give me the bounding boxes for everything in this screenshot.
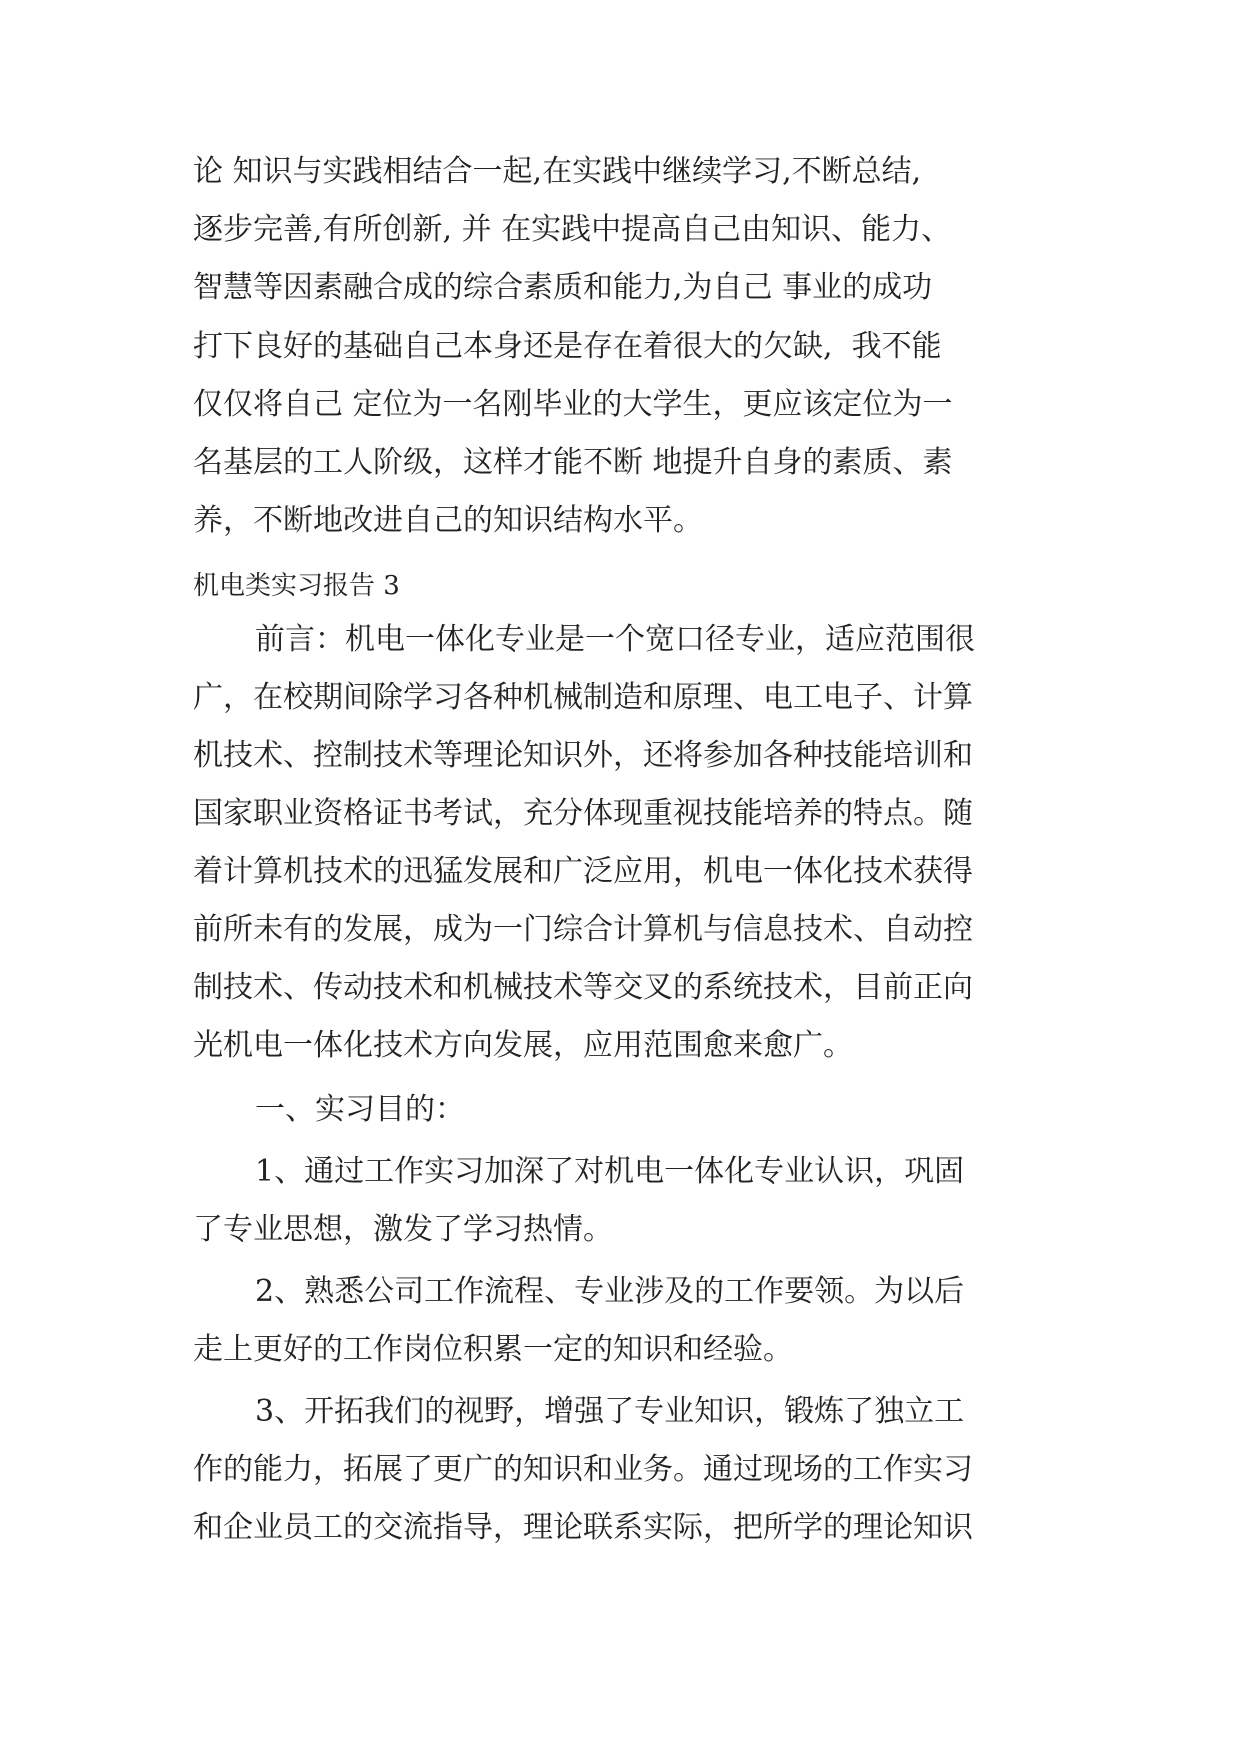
paragraph-line: 制技术、传动技术和机械技术等交叉的系统技术，目前正向 [193, 970, 973, 1005]
paragraph-line: 作的能力，拓展了更广的知识和业务。通过现场的工作实习 [193, 1452, 973, 1487]
paragraph-line: 广，在校期间除学习各种机械制造和原理、电工电子、计算 [193, 680, 973, 715]
paragraph-line: 打下良好的基础自己本身还是存在着很大的欠缺, 我不能 [193, 329, 942, 364]
paragraph-line: 着计算机技术的迅猛发展和广泛应用，机电一体化技术获得 [193, 854, 973, 889]
paragraph-line: 1、通过工作实习加深了对机电一体化专业认识，巩固 [255, 1154, 965, 1189]
paragraph-line: 了专业思想，激发了学习热情。 [193, 1212, 613, 1247]
paragraph-line: 智慧等因素融合成的综合素质和能力,为自己 事业的成功 [193, 270, 933, 305]
paragraph-line: 机技术、控制技术等理论知识外，还将参加各种技能培训和 [193, 738, 973, 773]
paragraph-line: 名基层的工人阶级，这样才能不断 地提升自身的素质、素 [193, 445, 953, 480]
paragraph-line: 走上更好的工作岗位积累一定的知识和经验。 [193, 1332, 793, 1367]
paragraph-line: 逐步完善,有所创新, 并 在实践中提高自己由知识、能力、 [193, 212, 952, 247]
paragraph-line: 和企业员工的交流指导，理论联系实际，把所学的理论知识 [193, 1510, 973, 1545]
paragraph-line: 仅仅将自己 定位为一名刚毕业的大学生，更应该定位为一 [193, 387, 953, 422]
paragraph-line: 前言：机电一体化专业是一个宽口径专业，适应范围很 [255, 622, 975, 657]
paragraph-line: 2、熟悉公司工作流程、专业涉及的工作要领。为以后 [255, 1274, 965, 1309]
paragraph-line: 3、开拓我们的视野，增强了专业知识，锻炼了独立工 [255, 1394, 965, 1429]
subheading-line: 一、实习目的： [255, 1092, 465, 1127]
paragraph-line: 前所未有的发展，成为一门综合计算机与信息技术、自动控 [193, 912, 973, 947]
section-heading: 机电类实习报告 3 [193, 571, 400, 601]
paragraph-line: 养，不断地改进自己的知识结构水平。 [193, 503, 703, 538]
paragraph-line: 光机电一体化技术方向发展，应用范围愈来愈广。 [193, 1028, 853, 1063]
paragraph-line: 论 知识与实践相结合一起,在实践中继续学习,不断总结, [193, 154, 922, 189]
paragraph-line: 国家职业资格证书考试，充分体现重视技能培养的特点。随 [193, 796, 973, 831]
